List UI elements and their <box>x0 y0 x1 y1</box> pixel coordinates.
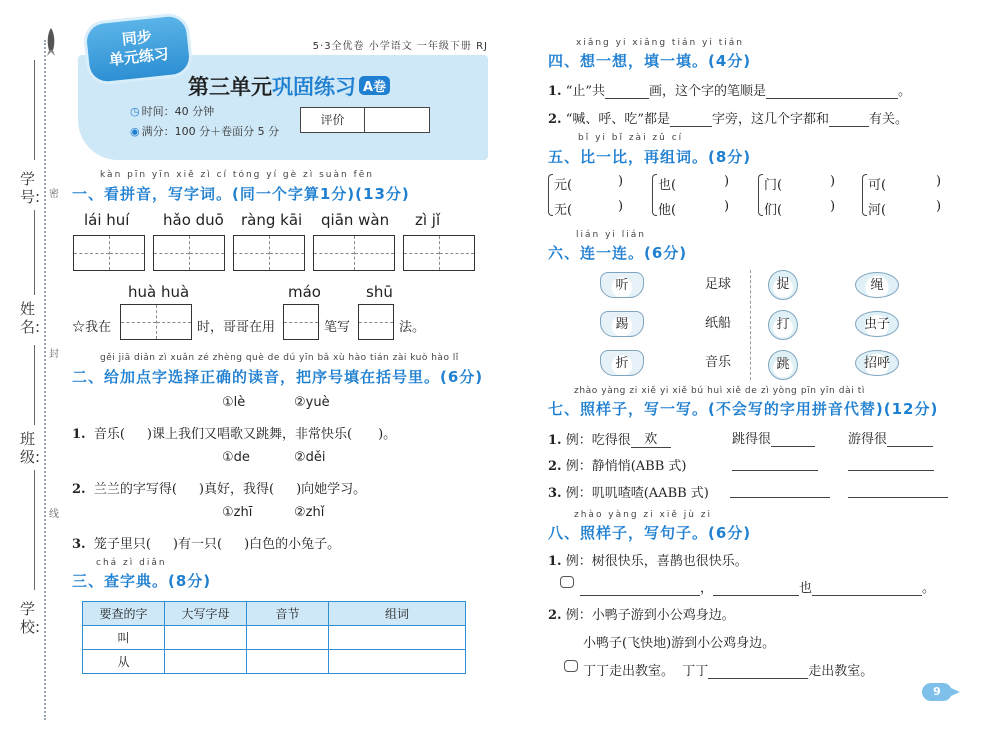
compare-char: 门( <box>764 178 783 193</box>
answer-blank[interactable] <box>730 497 830 498</box>
bag-word[interactable]: 踢 <box>600 311 644 337</box>
name-line <box>34 210 35 295</box>
match-word[interactable]: 足球 <box>704 277 731 292</box>
score-text: 满分：100 分＋卷面分 5 分 <box>141 125 280 138</box>
answer-cell[interactable] <box>329 650 466 674</box>
answer-blank[interactable] <box>848 470 934 471</box>
reading-option: ②yuè <box>294 395 330 410</box>
name-label: 姓名: <box>20 300 41 336</box>
answer-blank[interactable] <box>848 497 948 498</box>
compare-char: 可( <box>868 178 887 193</box>
question-text: 例：叽叽喳喳(AABB 式) <box>565 486 709 501</box>
question-2-3 <box>72 533 340 552</box>
question-7-1b <box>732 428 815 447</box>
answer-blank[interactable] <box>605 98 649 99</box>
title-highlight: 巩固练习 <box>272 75 356 99</box>
bag-word[interactable]: 折 <box>600 350 644 376</box>
brace <box>758 174 763 216</box>
class-line <box>34 345 35 425</box>
question-text: )真好，我得( <box>198 482 275 497</box>
answer-cell[interactable] <box>247 650 329 674</box>
question-text: )向她学习。 <box>296 482 367 497</box>
answer-blank[interactable] <box>771 431 815 447</box>
answer-blank[interactable] <box>829 126 869 127</box>
reading-option: ①zhī <box>222 505 253 520</box>
section6-title: 六、连一连。(6分) <box>548 244 688 262</box>
question-text: 例：小鸭子游到小公鸡身边。 <box>565 608 735 623</box>
check-circle-icon: ◉ <box>130 125 140 138</box>
compare-close: ) <box>618 199 624 214</box>
match-word[interactable]: 纸船 <box>704 316 731 331</box>
writing-grid[interactable] <box>283 304 319 340</box>
reading-option: ②zhǐ <box>294 505 325 520</box>
section2-pinyin: gěi jiā diǎn zì xuǎn zé zhèng què de dú yīn bǎ xù hào tián zài kuò hào lǐ <box>100 353 459 363</box>
fruit-word[interactable]: 捉 <box>768 270 798 300</box>
section5-title: 五、比一比，再组词。(8分) <box>548 148 752 166</box>
table-header: 音节 <box>247 602 329 626</box>
book-meta: 5·3全优卷 小学语文 一年级下册 RJ <box>312 41 488 52</box>
time-info <box>130 103 214 119</box>
brace <box>652 174 657 216</box>
question-4-1 <box>548 80 911 99</box>
section2-title: 二、给加点字选择正确的读音，把序号填在括号里。(6分) <box>72 368 484 386</box>
question-text: 例：树很快乐，喜鹊也很快乐。 <box>565 554 748 569</box>
table-row <box>83 650 466 674</box>
section6-pinyin: lián yi lián <box>576 230 646 240</box>
score-info <box>130 123 279 139</box>
compare-char: 他( <box>658 203 677 218</box>
question-4-2 <box>548 108 908 127</box>
example-answer: 欢 <box>631 428 671 448</box>
question-8-1 <box>548 550 748 569</box>
question-text: “止”共 <box>565 84 606 99</box>
fruit-word[interactable]: 跳 <box>768 350 798 380</box>
section7-pinyin: zhào yàng zi xiě yi xiě bú huì xiě de zì yòng pīn yīn dài tì <box>574 386 866 396</box>
binding-dotted-line <box>44 40 46 720</box>
reading-option: ①lè <box>222 395 246 410</box>
writing-grid[interactable] <box>153 235 225 271</box>
word-pinyin: zì jǐ <box>415 211 441 229</box>
sentence-text: ☆我在 <box>72 320 112 335</box>
binding-strip <box>0 0 58 738</box>
section8-title: 八、照样子，写句子。(6分) <box>548 524 752 542</box>
seal-mark: 密 <box>49 189 59 200</box>
question-number: 1. <box>548 84 562 99</box>
table-row <box>83 626 466 650</box>
sentence-text: 笔写 <box>324 320 351 335</box>
question-number: 2. <box>548 459 562 474</box>
question-8-2 <box>548 604 735 623</box>
compare-char: 无( <box>554 203 573 218</box>
writing-grid[interactable] <box>313 235 395 271</box>
compare-char: 也( <box>658 178 677 193</box>
student-id-line <box>34 60 35 160</box>
table-cell: 从 <box>83 650 165 674</box>
match-divider <box>750 270 751 380</box>
section7-title: 七、照样子，写一写。(不会写的字用拼音代替)(12分) <box>548 400 939 418</box>
question-7-1c <box>848 428 933 447</box>
rocket-icon <box>44 28 58 58</box>
evaluation-field[interactable] <box>365 108 429 132</box>
question-text: 笼子里只( <box>93 537 151 552</box>
worksheet-header <box>78 27 488 160</box>
compare-close: ) <box>936 174 942 189</box>
writing-grid[interactable] <box>358 304 394 340</box>
reading-option: ②děi <box>294 450 326 465</box>
word-pinyin: ràng kāi <box>241 211 303 229</box>
compare-char: 们( <box>764 203 783 218</box>
answer-line-8-1 <box>580 577 935 596</box>
answer-blank[interactable] <box>580 580 700 596</box>
section1-title: 一、看拼音，写字词。(同一个字算1分)(13分) <box>72 185 410 203</box>
answer-line-8-2 <box>583 660 873 679</box>
answer-cell[interactable] <box>165 626 247 650</box>
badge-line: 同步 <box>120 27 153 49</box>
table-cell: 叫 <box>83 626 165 650</box>
match-word[interactable]: 音乐 <box>704 355 731 370</box>
question-number: 2. <box>72 482 86 497</box>
question-7-2 <box>548 455 687 474</box>
question-2-1 <box>72 423 396 442</box>
word-pinyin: lái huí <box>84 211 130 229</box>
time-text: 时间：40 分钟 <box>141 105 215 118</box>
compare-group <box>548 172 948 220</box>
answer-blank[interactable] <box>887 431 933 447</box>
school-label: 学校: <box>20 600 41 636</box>
question-text: 例：静悄悄(ABB 式) <box>565 459 687 474</box>
table-header: 要查的字 <box>83 602 165 626</box>
word-pinyin: qiān wàn <box>321 211 390 229</box>
writing-grid[interactable] <box>403 235 475 271</box>
answer-blank[interactable] <box>670 126 712 127</box>
question-text: )。 <box>378 427 397 442</box>
compare-char: 河( <box>868 203 887 218</box>
question-text: 跳得很 <box>732 432 772 447</box>
section5-pinyin: bǐ yi bǐ zài zǔ cí <box>578 133 684 143</box>
question-text: 音乐( <box>93 427 125 442</box>
sentence-pinyin: huà huà <box>128 283 190 301</box>
title-prefix: 第三单元 <box>188 75 272 99</box>
answer-blank[interactable] <box>732 470 818 471</box>
question-number: 3. <box>72 537 86 552</box>
writing-grid[interactable] <box>120 304 192 340</box>
compare-close: ) <box>724 199 730 214</box>
question-text: 丁丁走出教室。 <box>583 664 675 679</box>
pencil-icon <box>564 660 578 672</box>
word-pinyin: hǎo duō <box>163 211 224 229</box>
school-line <box>34 470 35 590</box>
answer-cell[interactable] <box>165 650 247 674</box>
reading-option: ①de <box>222 450 250 465</box>
compare-close: ) <box>830 199 836 214</box>
section3-title: 三、查字典。(8分) <box>72 572 212 590</box>
fruit-word[interactable]: 打 <box>768 310 798 340</box>
fruit-word[interactable]: 虫子 <box>855 311 899 337</box>
question-text: )课上我们又唱歌又跳舞，非常快乐( <box>146 427 353 442</box>
question-text: “喊、呼、吃”都是 <box>565 112 671 127</box>
writing-grid[interactable] <box>233 235 305 271</box>
table-header: 大写字母 <box>165 602 247 626</box>
question-number: 2. <box>548 112 562 127</box>
table-header-row <box>83 602 466 626</box>
student-id-label: 学号: <box>20 170 41 206</box>
question-text: 也 <box>799 581 813 596</box>
sentence-pinyin: máo <box>288 283 321 301</box>
section1-pinyin: kàn pīn yīn xiě zì cí tóng yí gè zì suàn fēn <box>100 170 375 180</box>
compare-char: 元( <box>554 178 573 193</box>
question-number: 1. <box>548 433 562 448</box>
page-title <box>188 71 390 101</box>
compare-close: ) <box>724 174 730 189</box>
question-text: 字旁，这几个字都和 <box>712 112 830 127</box>
model-sentence: 小鸭子(飞快地)游到小公鸡身边。 <box>583 636 776 651</box>
question-text: 游得很 <box>848 432 888 447</box>
fruit-word[interactable]: 招呼 <box>855 350 899 376</box>
sync-badge <box>85 15 191 83</box>
question-number: 1. <box>548 554 562 569</box>
question-7-3 <box>548 482 709 501</box>
section4-pinyin: xiǎng yi xiǎng tián yi tián <box>576 38 744 48</box>
writing-grid[interactable] <box>73 235 145 271</box>
page-number: 9 <box>922 683 952 701</box>
table-header: 组词 <box>329 602 466 626</box>
question-number: 1. <box>72 427 86 442</box>
seal-mark: 封 <box>49 349 59 360</box>
question-text: ， <box>700 581 714 596</box>
question-text: 。 <box>898 84 912 99</box>
title-tag: A卷 <box>359 76 390 95</box>
question-text: )有一只( <box>172 537 223 552</box>
question-text: )白色的小兔子。 <box>244 537 341 552</box>
question-2-2 <box>72 478 366 497</box>
question-text: 。 <box>922 581 936 596</box>
answer-blank[interactable] <box>766 98 898 99</box>
answer-blank[interactable] <box>713 580 799 596</box>
section8-pinyin: zhào yàng zi xiě jù zi <box>574 510 713 520</box>
class-label: 班级: <box>20 430 41 466</box>
question-text: 丁丁 <box>682 664 709 679</box>
fruit-word[interactable]: 绳 <box>855 272 899 298</box>
evaluation-box <box>300 107 430 133</box>
section3-pinyin: chá zì diǎn <box>96 558 167 568</box>
answer-cell[interactable] <box>329 626 466 650</box>
answer-blank[interactable] <box>812 580 922 596</box>
question-7-1 <box>548 428 671 448</box>
pencil-icon <box>560 576 574 588</box>
compare-close: ) <box>830 174 836 189</box>
question-text: 兰兰的字写得( <box>93 482 177 497</box>
compare-close: ) <box>618 174 624 189</box>
question-number: 3. <box>548 486 562 501</box>
seal-mark: 线 <box>49 509 59 520</box>
evaluation-label: 评价 <box>301 108 365 132</box>
badge-line: 单元练习 <box>108 44 170 70</box>
dictionary-table <box>82 601 466 674</box>
compare-close: ) <box>936 199 942 214</box>
sentence-pinyin: shū <box>366 283 393 301</box>
question-number: 2. <box>548 608 562 623</box>
bag-word[interactable]: 听 <box>600 272 644 298</box>
question-text: 走出教室。 <box>808 664 874 679</box>
question-text: 画，这个字的笔顺是 <box>649 84 767 99</box>
answer-cell[interactable] <box>247 626 329 650</box>
sentence-text: 时，哥哥在用 <box>197 320 276 335</box>
question-text: 有关。 <box>869 112 909 127</box>
brace <box>862 174 867 216</box>
clock-icon: ◷ <box>130 105 140 118</box>
sentence-text: 法。 <box>399 320 426 335</box>
answer-blank[interactable] <box>708 663 808 679</box>
question-text: 例：吃得很 <box>565 433 631 448</box>
section4-title: 四、想一想，填一填。(4分) <box>548 52 752 70</box>
brace <box>548 174 553 216</box>
